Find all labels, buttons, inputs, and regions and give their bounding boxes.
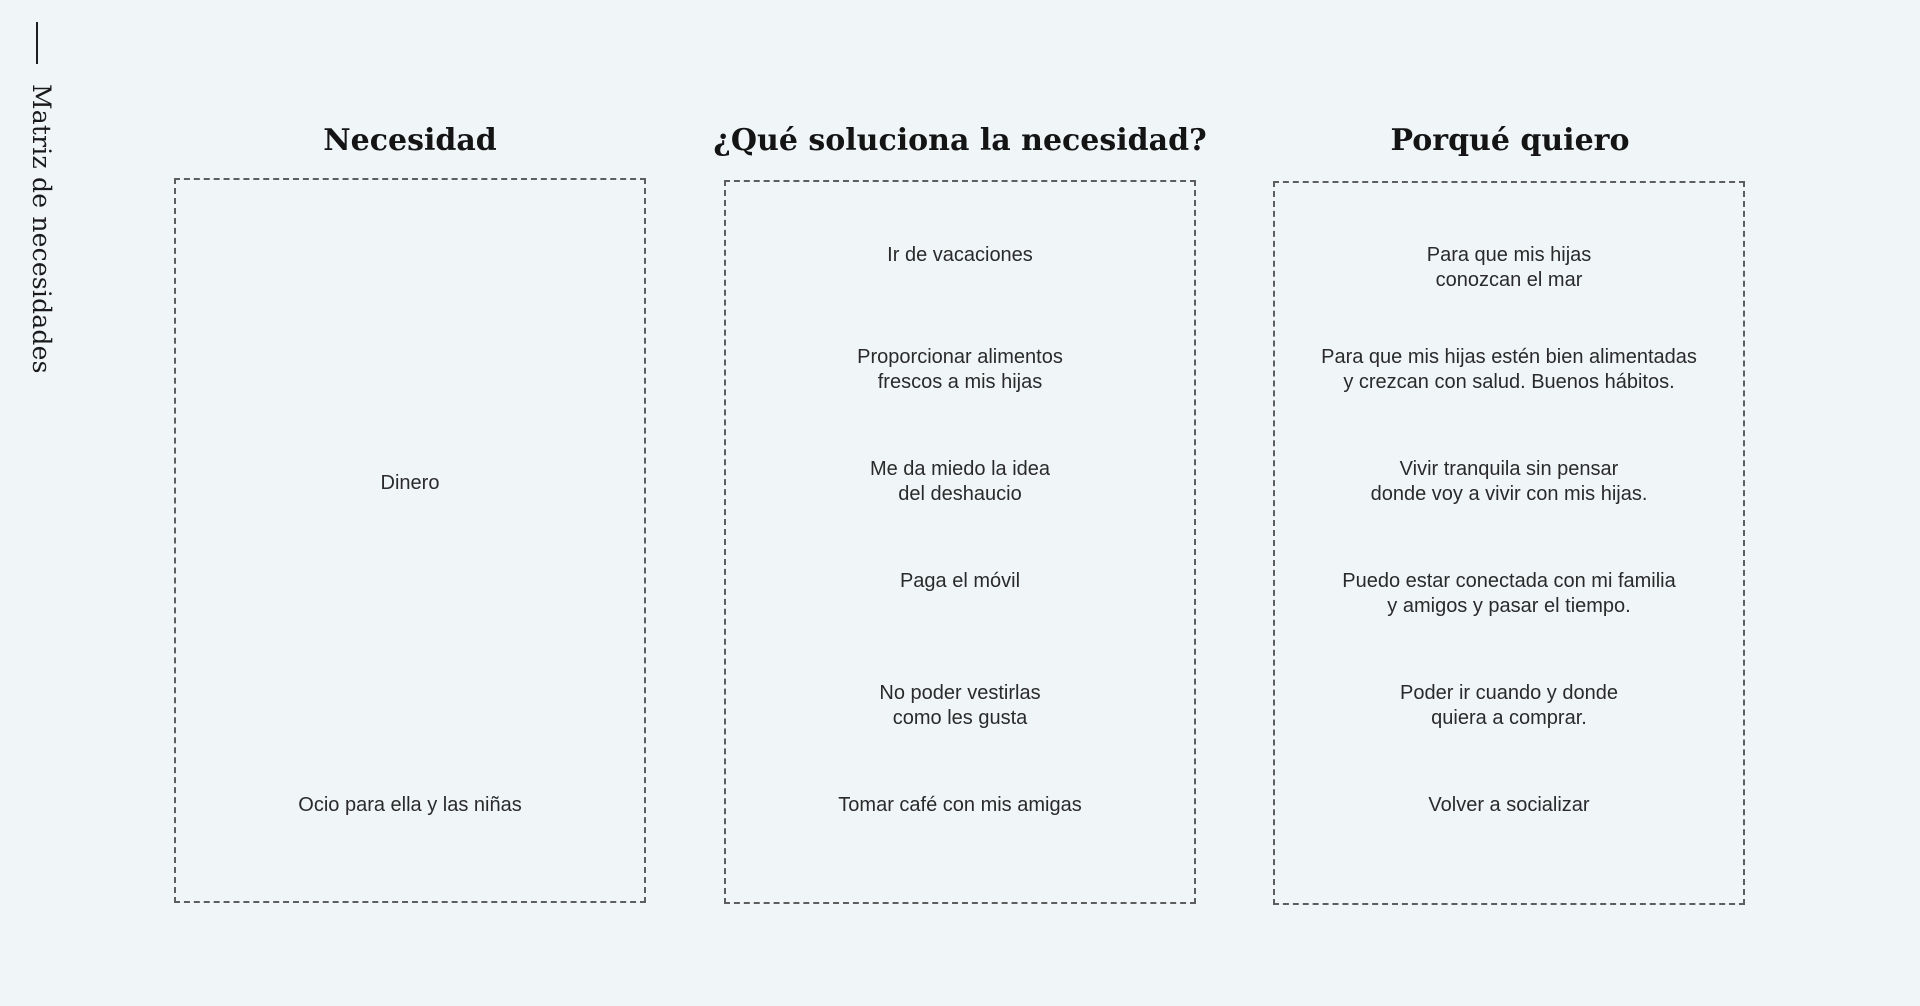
porque-item: Para que mis hijas estén bien alimentadas y crezcan con salud. Buenos hábitos.	[1321, 346, 1697, 393]
porque-item: Puedo estar conectada con mi familia y amigos y pasar el tiempo.	[1342, 570, 1676, 617]
solucion-item: Me da miedo la idea del deshaucio	[869, 458, 1051, 505]
porque-item: Para que mis hijas conozcan el mar	[1426, 244, 1592, 291]
column-heading-porque: Porqué quiero	[1390, 123, 1630, 158]
column-heading-solucion: ¿Qué soluciona la necesidad?	[713, 123, 1207, 158]
porque-item: Poder ir cuando y donde quiera a comprar.	[1400, 682, 1618, 729]
solucion-item: No poder vestirlas como les gusta	[879, 682, 1041, 729]
sidebar-title: Matriz de necesidades	[27, 84, 56, 374]
solucion-item: Proporcionar alimentos frescos a mis hijas	[857, 346, 1063, 393]
sidebar-rule	[36, 22, 38, 64]
solucion-item: Tomar café con mis amigas	[838, 794, 1082, 816]
porque-item: Vivir tranquila sin pensar donde voy a vivir con mis hijas.	[1370, 458, 1648, 505]
solucion-item: Paga el móvil	[899, 570, 1021, 592]
necesidad-item: Dinero	[380, 472, 440, 494]
necesidad-item: Ocio para ella y las niñas	[298, 794, 522, 816]
porque-item: Volver a socializar	[1428, 794, 1590, 816]
column-heading-necesidad: Necesidad	[323, 123, 497, 158]
solucion-item: Ir de vacaciones	[887, 244, 1033, 266]
